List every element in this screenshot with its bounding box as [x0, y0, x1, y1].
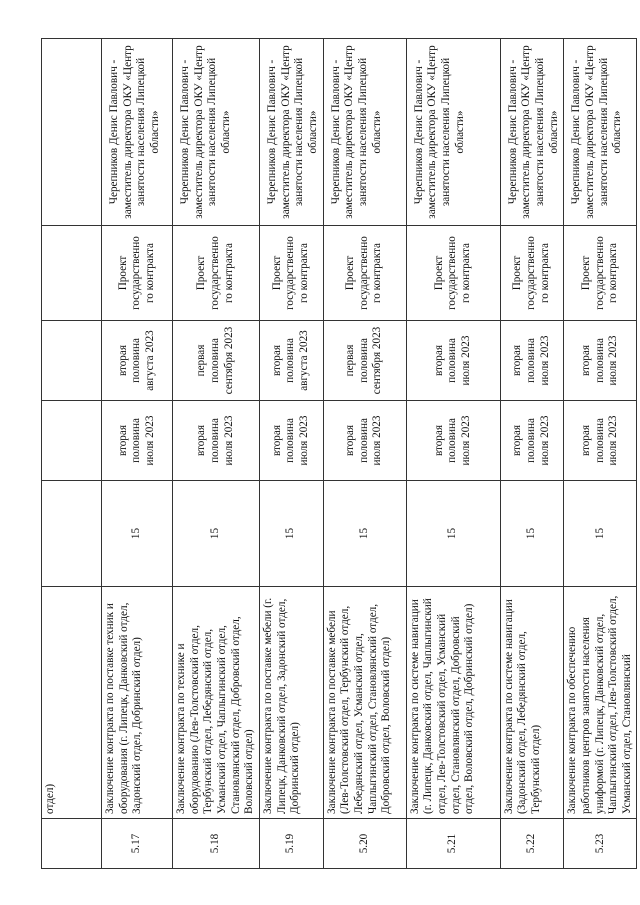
row-quantity: 15: [406, 481, 500, 587]
row-end: вторая половина июля 2023: [564, 321, 637, 401]
row-end: [42, 321, 102, 401]
table-row: [259, 39, 323, 869]
row-responsible: Черепников Денис Павлович - заместитель директора ОКУ «Центр занятости населения Липецкой области»: [259, 39, 323, 226]
row-quantity: 15: [500, 481, 564, 587]
row-description: отдел): [42, 587, 102, 819]
row-start: вторая половина июля 2023: [500, 401, 564, 481]
row-responsible: Черепников Денис Павлович - заместитель директора ОКУ «Центр занятости населения Липецкой области»: [564, 39, 637, 226]
row-end: вторая половина июля 2023: [406, 321, 500, 401]
row-end: вторая половина августа 2023: [102, 321, 173, 401]
table-row: [406, 39, 500, 869]
row-document: Проект государственно го контракта: [406, 226, 500, 321]
row-number: 5.21: [406, 819, 500, 869]
row-start: вторая половина июля 2023: [564, 401, 637, 481]
row-description: Заключение контракта по технике и оборудованию (Лев-Толстовский отдел, Тербунский отдел, Лебедянский отдел, Усманский отдел, Чаплыгинский отдел, Становлянский отдел, Добровский отдел, Воловский отдел): [173, 587, 260, 819]
row-description: Заключение контракта по системе навигации (г. Липецк, Данковский отдел, Чаплыгинский отдел, Лев-Толстовский отдел, Усманский отдел, Становлянский отдел, Добровский отдел, Воловский отдел, Добринский отдел): [406, 587, 500, 819]
row-end: вторая половина июля 2023: [500, 321, 564, 401]
row-number: 5.18: [173, 819, 260, 869]
row-document: [42, 226, 102, 321]
row-document: Проект государственно го контракта: [564, 226, 637, 321]
row-responsible: [42, 39, 102, 226]
table-row: [323, 39, 406, 869]
table-row: [173, 39, 260, 869]
table-row: [500, 39, 564, 869]
row-quantity: 15: [323, 481, 406, 587]
row-responsible: Черепников Денис Павлович - заместитель директора ОКУ «Центр занятости населения Липецкой области»: [406, 39, 500, 226]
row-description: Заключение контракта по поставке мебели (г. Липецк, Данковский отдел, Задонский отдел, Добринский отдел): [259, 587, 323, 819]
row-responsible: Черепников Денис Павлович - заместитель директора ОКУ «Центр занятости населения Липецкой области»: [500, 39, 564, 226]
row-number: 5.17: [102, 819, 173, 869]
row-start: вторая половина июля 2023: [406, 401, 500, 481]
row-end: вторая половина августа 2023: [259, 321, 323, 401]
row-number: 5.19: [259, 819, 323, 869]
row-description: Заключение контракта по системе навигации (Задонский отдел, Лебедянский отдел, Тербунский отдел): [500, 587, 564, 819]
rotated-table-wrapper: [41, 39, 633, 869]
row-responsible: Черепников Денис Павлович - заместитель директора ОКУ «Центр занятости населения Липецкой области»: [102, 39, 173, 226]
row-end: первая половина сентября 2023: [323, 321, 406, 401]
row-quantity: 15: [102, 481, 173, 587]
row-start: вторая половина июля 2023: [173, 401, 260, 481]
row-responsible: Черепников Денис Павлович - заместитель директора ОКУ «Центр занятости населения Липецкой области»: [173, 39, 260, 226]
row-start: [42, 401, 102, 481]
row-start: вторая половина июля 2023: [259, 401, 323, 481]
row-start: вторая половина июля 2023: [102, 401, 173, 481]
table-row: [102, 39, 173, 869]
row-quantity: 15: [259, 481, 323, 587]
row-document: Проект государственно го контракта: [173, 226, 260, 321]
row-quantity: 15: [564, 481, 637, 587]
row-number: 5.20: [323, 819, 406, 869]
table-row: [42, 39, 102, 869]
row-number: 5.23: [564, 819, 637, 869]
row-quantity: [42, 481, 102, 587]
row-document: Проект государственно го контракта: [323, 226, 406, 321]
row-document: Проект государственно го контракта: [259, 226, 323, 321]
row-quantity: 15: [173, 481, 260, 587]
row-number: 5.22: [500, 819, 564, 869]
row-description: Заключение контракта по поставке мебели (Лев-Толстовский отдел, Тербунский отдел, Лебедянский отдел, Усманский отдел, Чаплыгинский отдел, Становлянский отдел, Добровский отдел, Воловский отдел): [323, 587, 406, 819]
row-end: первая половина сентября 2023: [173, 321, 260, 401]
row-start: вторая половина июля 2023: [323, 401, 406, 481]
row-description: Заключение контракта по поставке техник и оборудования (г. Липецк, Данковский отдел, Задонский отдел, Добринский отдел): [102, 587, 173, 819]
row-responsible: Черепников Денис Павлович - заместитель директора ОКУ «Центр занятости населения Липецкой области»: [323, 39, 406, 226]
row-document: Проект государственно го контракта: [102, 226, 173, 321]
row-description: Заключение контракта по обеспечению работников центров занятости населения униформой (г. Липецк, Данковский отдел, Чаплыгинский отдел, Лев-Толстовский отдел, Усманский отдел, Становлянский: [564, 587, 637, 819]
row-document: Проект государственно го контракта: [500, 226, 564, 321]
table-row: [564, 39, 637, 869]
plan-table: [41, 38, 637, 869]
row-number: [42, 819, 102, 869]
